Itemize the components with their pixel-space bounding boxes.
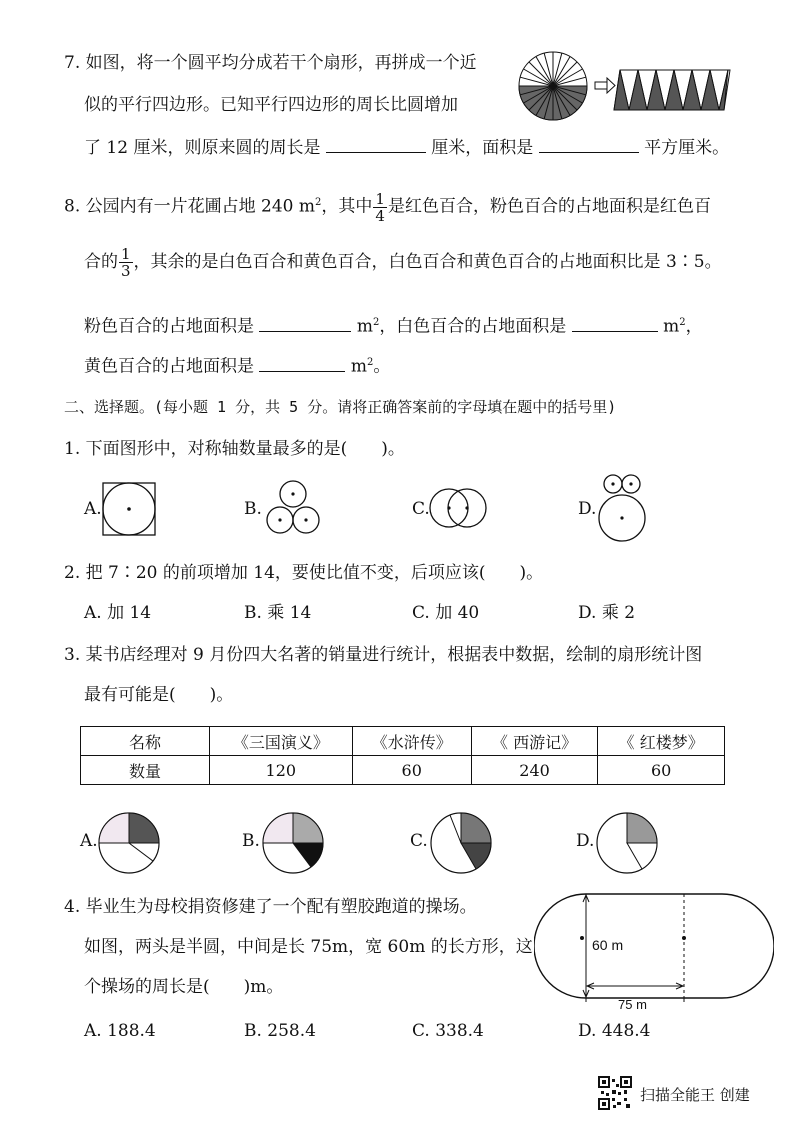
qr-code-icon bbox=[598, 1076, 632, 1110]
q8-text-3b: ，白色百合的占地面积是 bbox=[379, 316, 567, 337]
frac1-den: 4 bbox=[375, 206, 385, 225]
q8-unit-1: m bbox=[356, 316, 373, 337]
q8-line2 bbox=[84, 245, 722, 280]
q8-text-3a: 粉色百合的占地面积是 bbox=[84, 316, 254, 337]
q8-unit-sup-1: 2 bbox=[372, 317, 380, 328]
table-cell: 《 红楼梦》 bbox=[598, 727, 725, 756]
sector-circle bbox=[519, 52, 587, 120]
q8-line1 bbox=[64, 189, 711, 225]
q7-blank-area[interactable] bbox=[539, 136, 639, 153]
q8-blank-yellow[interactable] bbox=[259, 355, 345, 372]
table-cell: 数量 bbox=[81, 756, 210, 785]
q8-sup-1: 2 bbox=[315, 197, 322, 208]
q8-fraction-1 bbox=[373, 191, 387, 224]
c1-question: 1. 下面图形中，对称轴数量最多的是( )。 bbox=[64, 439, 405, 459]
q8-text-4a: 黄色百合的占地面积是 bbox=[84, 356, 254, 377]
q8-text-4end: 。 bbox=[373, 356, 391, 377]
table-cell: 名称 bbox=[81, 727, 210, 756]
q7-line3 bbox=[84, 136, 729, 159]
section-2-title: 二、选择题。(每小题 1 分，共 5 分。请将正确答案前的字母填在题中的括号里) bbox=[64, 398, 617, 416]
c1-figure-a bbox=[100, 480, 160, 538]
q8-text-1b: ，其中 bbox=[321, 196, 373, 217]
q7-blank-circumference[interactable] bbox=[326, 136, 426, 153]
c4-option-c[interactable]: C. 338.4 bbox=[412, 1021, 484, 1041]
c2-option-c[interactable]: C. 加 40 bbox=[412, 603, 480, 623]
sales-table bbox=[80, 726, 725, 785]
q7-number: 7. bbox=[64, 53, 81, 73]
q7-text-3c: 平方厘米。 bbox=[644, 138, 730, 158]
c3-option-a[interactable]: A. bbox=[80, 831, 98, 851]
c3-option-c[interactable]: C. bbox=[410, 831, 428, 851]
q7-figure bbox=[516, 48, 734, 128]
q8-blank-white[interactable] bbox=[572, 315, 658, 332]
table-header-row bbox=[81, 727, 725, 756]
q8-line4 bbox=[84, 352, 390, 378]
c1-option-a[interactable]: A. bbox=[84, 499, 102, 519]
c3-pie-b bbox=[260, 810, 326, 876]
q7-text-1: 如图，将一个圆平均分成若干个扇形，再拼成一个近 bbox=[85, 53, 477, 73]
c4-track-figure bbox=[534, 886, 774, 1012]
c4-option-b[interactable]: B. 258.4 bbox=[244, 1021, 316, 1041]
c1-figure-b bbox=[262, 478, 324, 538]
c3-pie-a bbox=[96, 810, 162, 876]
c2-option-a[interactable]: A. 加 14 bbox=[84, 603, 152, 623]
scanner-watermark: 扫描全能王 创建 bbox=[640, 1086, 750, 1104]
c1-figure-d bbox=[596, 472, 650, 544]
q8-text-1a: 公园内有一片花圃占地 240 m bbox=[85, 196, 316, 217]
frac1-num: 1 bbox=[375, 189, 385, 208]
q8-text-1c: 是红色百合，粉色百合的占地面积是红色百 bbox=[387, 196, 711, 217]
c3-pie-d bbox=[594, 810, 660, 876]
c3-question-line1: 3. 某书店经理对 9 月份四大名著的销量进行统计，根据表中数据，绘制的扇形统计图 bbox=[64, 645, 703, 665]
arrow-icon bbox=[595, 78, 615, 93]
c1-option-b[interactable]: B. bbox=[244, 499, 262, 519]
c4-length-label: 75 m bbox=[618, 997, 647, 1012]
table-cell: 《三国演义》 bbox=[210, 727, 353, 756]
q8-blank-pink[interactable] bbox=[259, 315, 351, 332]
q7-text-3b: 厘米，面积是 bbox=[431, 138, 534, 158]
q8-text-2a: 合的 bbox=[84, 252, 118, 272]
frac2-num: 1 bbox=[121, 245, 131, 263]
c4-question-line2: 如图，两头是半圆，中间是长 75m，宽 60m 的长方形，这 bbox=[84, 937, 533, 957]
c3-question-line2: 最有可能是( )。 bbox=[84, 685, 234, 705]
table-cell: 60 bbox=[352, 756, 471, 785]
c1-option-c[interactable]: C. bbox=[412, 499, 430, 519]
c4-width-label: 60 m bbox=[592, 937, 624, 953]
frac2-den: 3 bbox=[121, 262, 131, 280]
c1-option-d[interactable]: D. bbox=[578, 499, 597, 519]
q8-unit-sup-3: 2 bbox=[366, 357, 374, 368]
table-cell: 120 bbox=[210, 756, 353, 785]
c1-figure-c bbox=[428, 486, 490, 530]
table-cell: 《水浒传》 bbox=[352, 727, 471, 756]
c3-pie-c bbox=[428, 810, 494, 876]
c4-option-d[interactable]: D. 448.4 bbox=[578, 1021, 651, 1041]
q8-text-3end: ， bbox=[685, 316, 703, 337]
q8-line3 bbox=[84, 312, 703, 338]
parallelogram bbox=[614, 70, 730, 110]
q8-unit-3: m bbox=[350, 356, 367, 377]
table-cell: 240 bbox=[471, 756, 598, 785]
q7-line1 bbox=[64, 52, 477, 74]
table-cell: 《 西游记》 bbox=[471, 727, 598, 756]
c2-option-b[interactable]: B. 乘 14 bbox=[244, 603, 312, 623]
c4-question-line1: 4. 毕业生为母校捐资修建了一个配有塑胶跑道的操场。 bbox=[64, 897, 477, 917]
q8-unit-sup-2: 2 bbox=[679, 317, 686, 328]
q7-text-3a: 了 12 厘米，则原来圆的周长是 bbox=[84, 138, 321, 158]
c4-question-line3: 个操场的周长是( )m。 bbox=[84, 977, 284, 997]
c3-option-b[interactable]: B. bbox=[242, 831, 260, 851]
c3-option-d[interactable]: D. bbox=[576, 831, 595, 851]
c4-option-a[interactable]: A. 188.4 bbox=[84, 1021, 156, 1041]
q8-fraction-2 bbox=[119, 246, 133, 279]
q8-number: 8. bbox=[64, 196, 81, 217]
table-cell: 60 bbox=[598, 756, 725, 785]
q7-text-2: 似的平行四边形。已知平行四边形的周长比圆增加 bbox=[84, 95, 458, 115]
table-row bbox=[81, 756, 725, 785]
c2-question: 2. 把 7∶20 的前项增加 14，要使比值不变，后项应该( )。 bbox=[64, 563, 544, 583]
q8-text-2b: ，其余的是白色百合和黄色百合，白色百合和黄色百合的占地面积比是 3∶5。 bbox=[133, 252, 722, 272]
q8-unit-2: m bbox=[663, 316, 680, 337]
c2-option-d[interactable]: D. 乘 2 bbox=[578, 603, 636, 623]
